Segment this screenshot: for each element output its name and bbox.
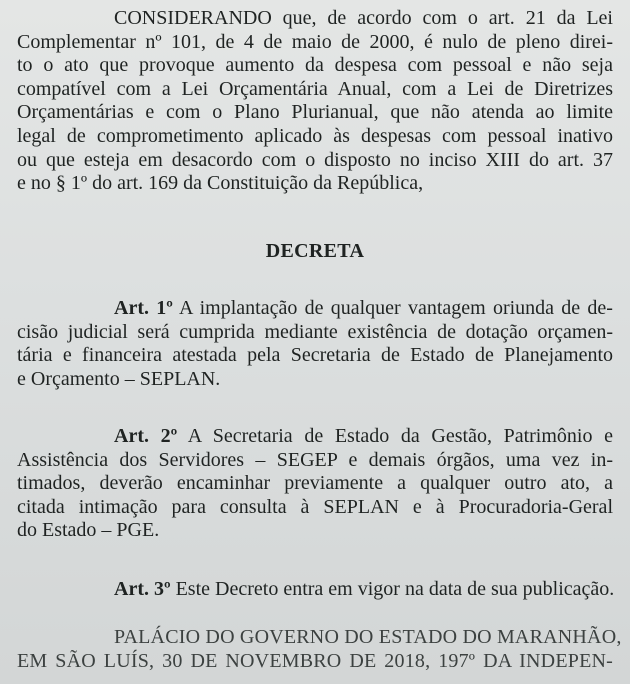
article-1-line: cisão judicial será cumprida mediante existência de dotação orçamen- <box>17 320 613 343</box>
article-2-label: Art. 2º <box>114 425 178 447</box>
article-3-text: Este Decreto entra em vigor na data de sua publicação. <box>175 578 615 600</box>
considerando-line: CONSIDERANDO que, de acordo com o art. 21 da Lei <box>114 7 613 29</box>
article-2-line: timados, deverão encaminhar previamente a qualquer outro ato, a <box>17 472 613 495</box>
considerando-line: Orçamentárias e com o Plano Plurianual, que não atenda ao limite <box>17 101 613 124</box>
article-2-line: Assistência dos Servidores – SEGEP e demais órgãos, uma vez in- <box>17 448 613 471</box>
article-1-text: A implantação de qualquer vantagem oriunda de de- <box>179 297 613 319</box>
article-2-text: A Secretaria de Estado da Gestão, Patrimônio e <box>187 425 613 447</box>
palacio-line: PALÁCIO DO GOVERNO DO ESTADO DO MARANHÃO, <box>114 626 622 648</box>
article-1 <box>17 297 613 391</box>
article-2 <box>17 425 613 543</box>
article-3-label: Art. 3º <box>114 578 171 600</box>
considerando-line: Complementar nº 101, de 4 de maio de 2000, é nulo de pleno direi- <box>17 30 613 53</box>
article-2-line: citada intimação para consulta à SEPLAN e à Procuradoria-Geral <box>17 495 613 518</box>
article-3-line <box>17 578 613 602</box>
considerando-line: ou que esteja em desacordo com o disposto no inciso XIII do art. 37 <box>17 148 613 171</box>
article-1-line: e Orçamento – SEPLAN. <box>17 367 221 390</box>
considerando-line: compatível com a Lei Orçamentária Anual, com a Lei de Diretrizes <box>17 77 613 100</box>
considerando-line: e no § 1º do art. 169 da Constituição da República, <box>17 172 424 195</box>
considerando-line: to o ato que provoque aumento da despesa com pessoal e não seja <box>17 54 613 77</box>
article-2-first-line <box>17 425 613 449</box>
article-1-first-line <box>17 297 613 321</box>
article-2-line: do Estado – PGE. <box>17 519 160 542</box>
signature-place-date <box>17 626 622 673</box>
decreta-heading: DECRETA <box>265 240 365 262</box>
article-1-line: tária e financeira atestada pela Secretaria de Estado de Planejamento <box>17 344 613 367</box>
article-1-label: Art. 1º <box>114 297 173 319</box>
considerando-paragraph <box>17 7 613 196</box>
article-3 <box>17 578 613 602</box>
palacio-line: EM SÃO LUÍS, 30 DE NOVEMBRO DE 2018, 197º DA INDEPEN- <box>17 649 613 672</box>
considerando-line: legal de comprometimento aplicado às despesas com pessoal inativo <box>17 124 613 147</box>
